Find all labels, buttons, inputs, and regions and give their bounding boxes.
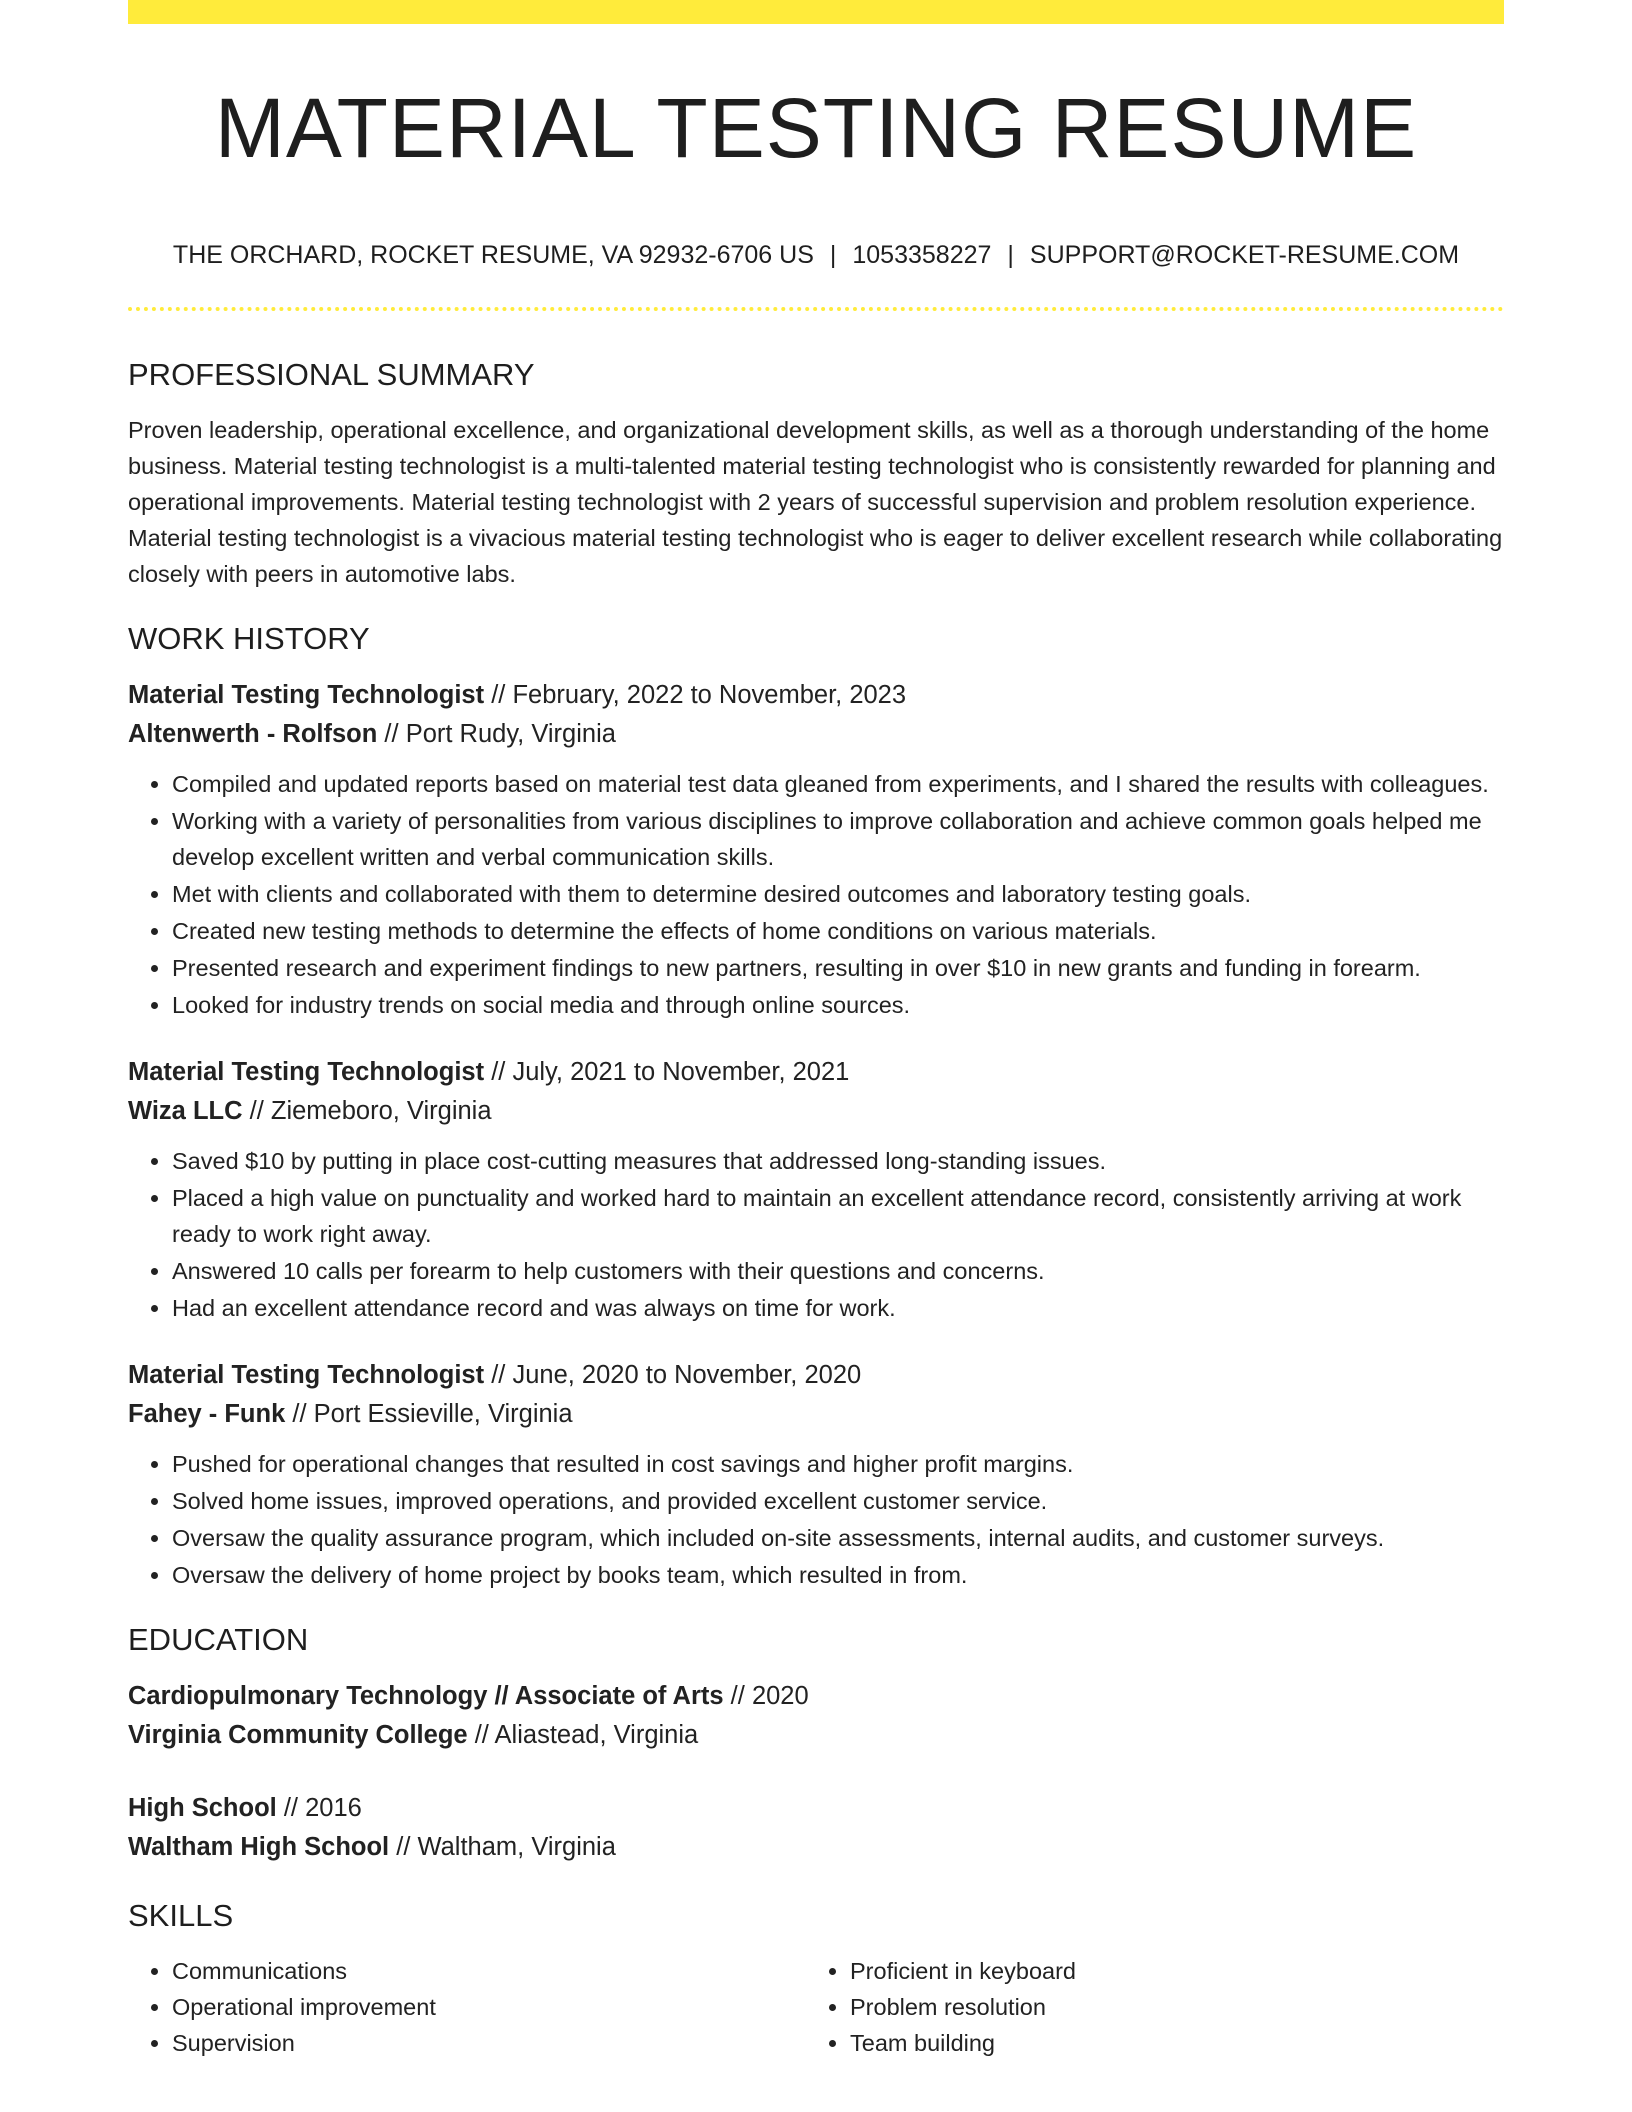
summary-heading: PROFESSIONAL SUMMARY xyxy=(128,357,535,392)
list-item: • Looked for industry trends on social media and through online sources. xyxy=(172,987,1504,1023)
education-degree: High School xyxy=(128,1794,277,1822)
job-company: Wiza LLC xyxy=(128,1097,243,1125)
resume-content xyxy=(128,352,1504,2061)
skills-heading: SKILLS xyxy=(128,1898,234,1933)
skill-item: • Proficient in keyboard xyxy=(850,1953,1484,1989)
separator: // xyxy=(249,1097,264,1125)
education-entry xyxy=(128,1677,1504,1755)
education-entry xyxy=(128,1789,1504,1867)
skills-list-right xyxy=(806,1953,1484,2061)
summary-section xyxy=(128,352,1504,592)
job-title: Material Testing Technologist xyxy=(128,681,485,709)
work-history-section xyxy=(128,616,1504,1593)
list-item: • Placed a high value on punctuality and worked hard to maintain an excellent attendance record, consistently arriving at work ready to work right away. xyxy=(172,1180,1504,1252)
list-item: • Compiled and updated reports based on material test data gleaned from experiments, and I shared the results with colleagues. xyxy=(172,766,1504,802)
list-item: • Created new testing methods to determine the effects of home conditions on various materials. xyxy=(172,913,1504,949)
contact-phone: 1053358227 xyxy=(852,241,992,269)
education-section xyxy=(128,1617,1504,1867)
job-dates: February, 2022 to November, 2023 xyxy=(512,681,907,709)
job-company-line xyxy=(128,715,1504,754)
list-item: • Had an excellent attendance record and was always on time for work. xyxy=(172,1290,1504,1326)
job-company-line xyxy=(128,1092,1504,1131)
job-location: Ziemeboro, Virginia xyxy=(270,1097,492,1125)
job-company: Fahey - Funk xyxy=(128,1400,286,1428)
job-location: Port Rudy, Virginia xyxy=(405,720,616,748)
separator: // xyxy=(491,1058,506,1086)
separator: // xyxy=(283,1794,299,1822)
job-title: Material Testing Technologist xyxy=(128,1361,485,1389)
skill-item: • Communications xyxy=(172,1953,806,1989)
separator: // xyxy=(491,1361,506,1389)
job-dates: June, 2020 to November, 2020 xyxy=(512,1361,862,1389)
resume-title: MATERIAL TESTING RESUME xyxy=(214,81,1418,175)
skills-columns xyxy=(128,1953,1504,2061)
job-dates: July, 2021 to November, 2021 xyxy=(512,1058,850,1086)
list-item: • Solved home issues, improved operations, and provided excellent customer service. xyxy=(172,1483,1504,1519)
list-item: • Met with clients and collaborated with them to determine desired outcomes and laboratory testing goals. xyxy=(172,876,1504,912)
skill-item: • Operational improvement xyxy=(172,1989,806,2025)
job-entry xyxy=(128,1053,1504,1326)
skills-list-left xyxy=(128,1953,806,2061)
education-year: 2016 xyxy=(305,1794,362,1822)
education-degree-line xyxy=(128,1677,1504,1716)
education-school: Virginia Community College xyxy=(128,1721,468,1749)
skill-item: • Supervision xyxy=(172,2025,806,2061)
contact-line xyxy=(128,238,1504,272)
skills-section xyxy=(128,1893,1504,2061)
separator: // xyxy=(384,720,399,748)
list-item: • Pushed for operational changes that resulted in cost savings and higher profit margins. xyxy=(172,1446,1504,1482)
job-entry xyxy=(128,1356,1504,1593)
job-title-line xyxy=(128,1053,1504,1092)
contact-separator: | xyxy=(1007,241,1014,269)
job-company-line xyxy=(128,1395,1504,1434)
list-item: • Oversaw the quality assurance program, which included on-site assessments, internal audits, and customer surveys. xyxy=(172,1520,1504,1556)
list-item: • Answered 10 calls per forearm to help customers with their questions and concerns. xyxy=(172,1253,1504,1289)
education-school-line xyxy=(128,1716,1504,1755)
job-entry xyxy=(128,676,1504,1023)
skill-item: • Team building xyxy=(850,2025,1484,2061)
skill-item: • Problem resolution xyxy=(850,1989,1484,2025)
separator: // xyxy=(474,1721,489,1749)
contact-separator: | xyxy=(829,241,837,269)
job-company: Altenwerth - Rolfson xyxy=(128,720,378,748)
separator: // xyxy=(491,681,506,709)
education-school: Waltham High School xyxy=(128,1833,390,1861)
job-bullets xyxy=(128,1143,1504,1326)
summary-text: Proven leadership, operational excellence, and organizational development skills, as well as a thorough understanding of the home business. Material testing technologist is a multi-talented material testing technologist who is consistently rewarded for planning and operational improvements. Material testing technologist with 2 years of successful supervision and problem resolution experience. Material testing technologist is a vivacious material testing technologist who is eager to deliver excellent research while collaborating closely with peers in automotive labs. xyxy=(128,417,1503,587)
list-item: • Working with a variety of personalities from various disciplines to improve collaboration and achieve common goals helped me develop excellent written and verbal communication skills. xyxy=(172,803,1504,875)
job-title: Material Testing Technologist xyxy=(128,1058,485,1086)
dotted-divider xyxy=(128,307,1504,311)
education-degree-line xyxy=(128,1789,1504,1828)
job-bullets xyxy=(128,1446,1504,1593)
education-location: Waltham, Virginia xyxy=(417,1833,616,1861)
contact-address: THE ORCHARD, ROCKET RESUME, VA 92932-6706 US xyxy=(172,241,814,269)
education-location: Aliastead, Virginia xyxy=(494,1721,699,1749)
contact-email: SUPPORT@ROCKET-RESUME.COM xyxy=(1029,241,1460,269)
list-item: • Oversaw the delivery of home project by books team, which resulted in from. xyxy=(172,1557,1504,1593)
separator: // xyxy=(396,1833,411,1861)
separator: // xyxy=(730,1682,745,1710)
list-item: • Saved $10 by putting in place cost-cutting measures that addressed long-standing issues. xyxy=(172,1143,1504,1179)
job-bullets xyxy=(128,766,1504,1023)
education-year: 2020 xyxy=(751,1682,809,1710)
job-location: Port Essieville, Virginia xyxy=(313,1400,573,1428)
job-title-line xyxy=(128,676,1504,715)
list-item: • Presented research and experiment findings to new partners, resulting in over $10 in new grants and funding in forearm. xyxy=(172,950,1504,986)
education-school-line xyxy=(128,1828,1504,1867)
work-history-heading: WORK HISTORY xyxy=(128,621,370,656)
education-degree: Cardiopulmonary Technology // Associate of Arts xyxy=(128,1682,724,1710)
accent-top-bar xyxy=(128,0,1504,24)
job-title-line xyxy=(128,1356,1504,1395)
education-heading: EDUCATION xyxy=(128,1622,309,1657)
separator: // xyxy=(292,1400,307,1428)
